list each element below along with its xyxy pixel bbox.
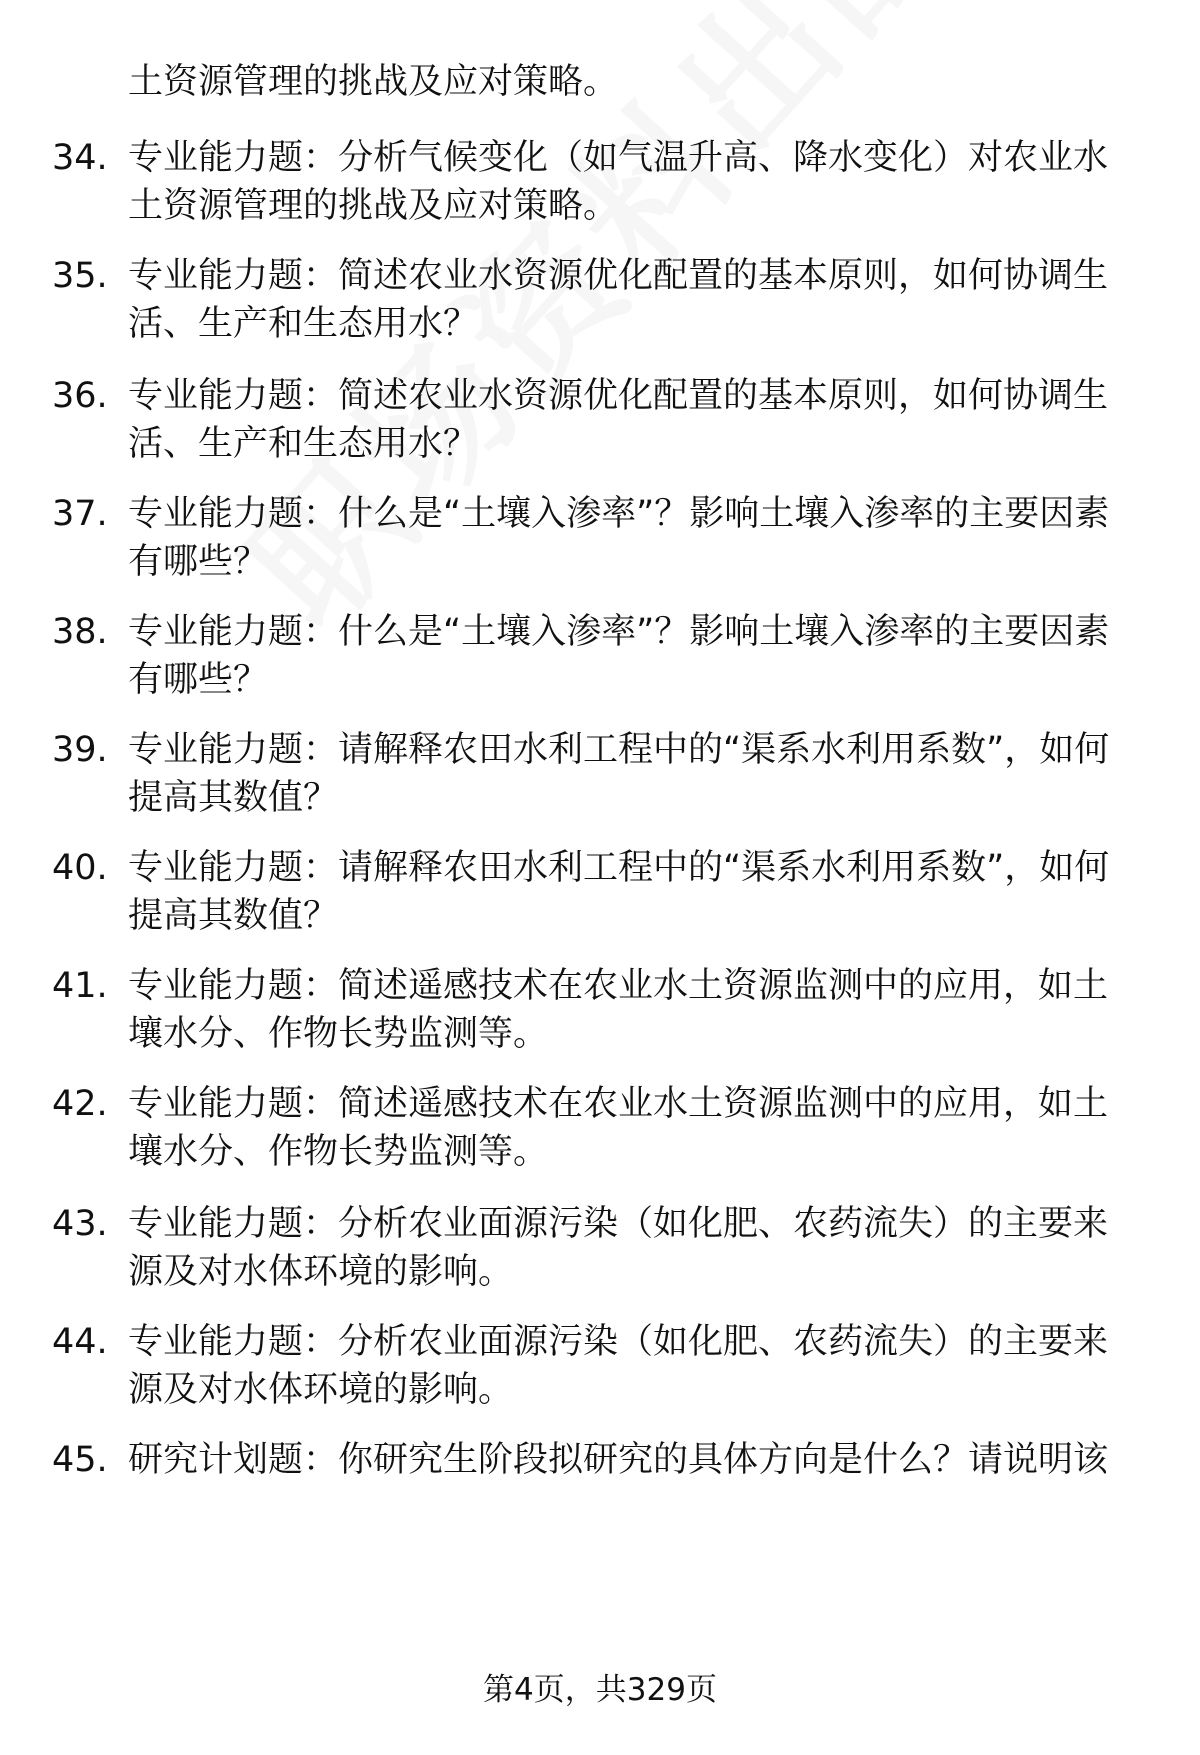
question-text: 专业能力题：简述遥感技术在农业水土资源监测中的应用，如土壤水分、作物长势监测等。 bbox=[128, 1084, 1109, 1172]
question-item-45 bbox=[52, 1436, 1142, 1484]
question-text: 专业能力题：简述农业水资源优化配置的基本原则，如何协调生活、生产和生态用水？ bbox=[128, 376, 1109, 464]
question-text: 专业能力题：分析农业面源污染（如化肥、农药流失）的主要来源及对水体环境的影响。 bbox=[128, 1204, 1109, 1292]
question-number: 39. bbox=[52, 730, 108, 770]
question-number: 36. bbox=[52, 376, 108, 416]
question-number: 42. bbox=[52, 1084, 108, 1124]
question-text: 专业能力题：请解释农田水利工程中的“渠系水利用系数”，如何提高其数值？ bbox=[128, 848, 1110, 936]
question-item-40 bbox=[52, 844, 1142, 940]
question-number: 40. bbox=[52, 848, 108, 888]
question-number: 38. bbox=[52, 612, 108, 652]
question-item-38 bbox=[52, 608, 1142, 704]
question-number: 37. bbox=[52, 494, 108, 534]
question-item-41 bbox=[52, 962, 1142, 1058]
question-item-37 bbox=[52, 490, 1142, 586]
question-text: 专业能力题：请解释农田水利工程中的“渠系水利用系数”，如何提高其数值？ bbox=[128, 730, 1110, 818]
question-text: 专业能力题：什么是“土壤入渗率”？影响土壤入渗率的主要因素有哪些？ bbox=[128, 612, 1110, 700]
question-item-34 bbox=[52, 134, 1142, 230]
question-text: 专业能力题：什么是“土壤入渗率”？影响土壤入渗率的主要因素有哪些？ bbox=[128, 494, 1110, 582]
question-text: 专业能力题：分析农业面源污染（如化肥、农药流失）的主要来源及对水体环境的影响。 bbox=[128, 1322, 1109, 1410]
question-item-36 bbox=[52, 372, 1142, 468]
question-text: 专业能力题：简述遥感技术在农业水土资源监测中的应用，如土壤水分、作物长势监测等。 bbox=[128, 966, 1109, 1054]
question-number: 44. bbox=[52, 1322, 108, 1362]
question-number: 35. bbox=[52, 256, 108, 296]
question-number: 41. bbox=[52, 966, 108, 1006]
question-number: 43. bbox=[52, 1204, 108, 1244]
question-item-39 bbox=[52, 726, 1142, 822]
question-item-35 bbox=[52, 252, 1142, 348]
page-footer: 第4页，共329页 bbox=[483, 1672, 717, 1708]
question-item-44 bbox=[52, 1318, 1142, 1414]
question-item-43 bbox=[52, 1200, 1142, 1296]
question-number: 45. bbox=[52, 1440, 108, 1480]
question-item-42 bbox=[52, 1080, 1142, 1176]
question-number: 34. bbox=[52, 138, 108, 178]
question-text: 专业能力题：分析气候变化（如气温升高、降水变化）对农业水土资源管理的挑战及应对策略。 bbox=[128, 138, 1109, 226]
question-text: 研究计划题：你研究生阶段拟研究的具体方向是什么？请说明该 bbox=[128, 1440, 1109, 1480]
continuation-text: 土资源管理的挑战及应对策略。 bbox=[128, 62, 619, 102]
question-text: 专业能力题：简述农业水资源优化配置的基本原则，如何协调生活、生产和生态用水？ bbox=[128, 256, 1109, 344]
